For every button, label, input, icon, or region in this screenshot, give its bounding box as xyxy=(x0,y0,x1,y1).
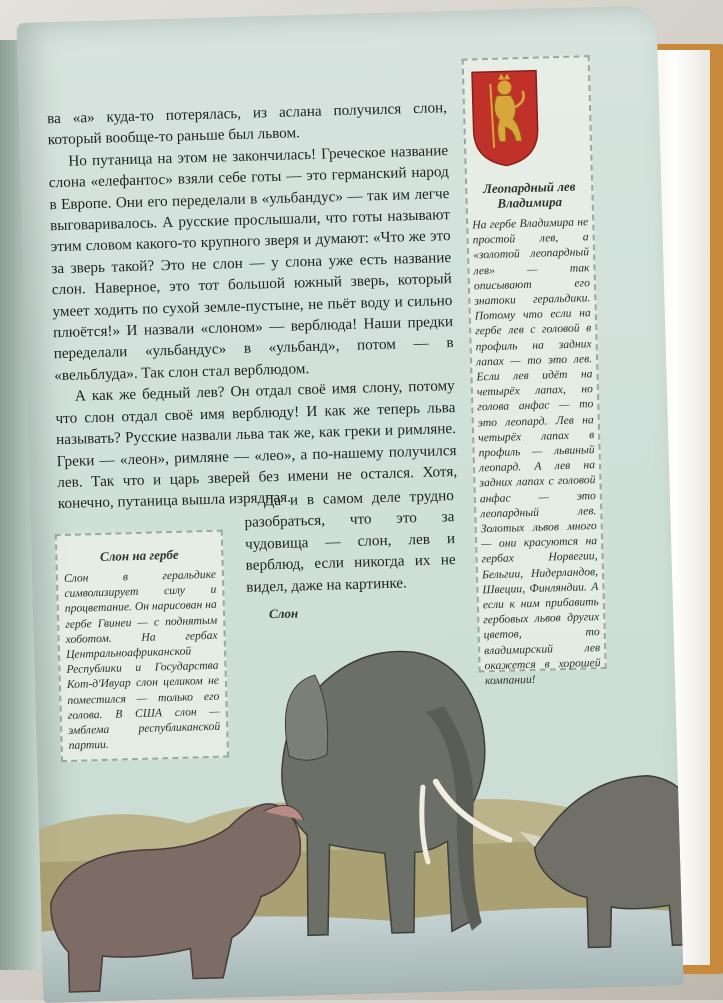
sidebar-right-text: На гербе Владимира не простой лев, а «золотой леопардный лев» — так описывают его знатоки геральдики. Потому что если на гербе лев с головой в профиль на задних лапах — то это лев. Если лев идёт на четырёх лапах, но голова анфас — то это леопард. Лев на четырёх лапах в профиль — львиный леопард. А лев на задних лапах с головой анфас — это леопардный лев. Золотых львов много — они красуются на гербах Норвегии, Бельгии, Нидерландов, Швеции, Финляндии. А если к ним прибавить гербовых львов других цветов, то владимирский лев окажется в хорошей компании! xyxy=(472,215,601,688)
elephant-caption: Слон xyxy=(268,605,299,622)
paragraph-1: ва «а» куда-то потерялась, из аслана получился слон, который вообще-то раньше был львом. xyxy=(46,99,448,149)
main-text-continued xyxy=(244,485,457,598)
paragraph-3: А как же бедный лев? Он отдал своё имя слону, потому что слон отдал своё имя верблюду! И как же теперь льва называть? Русские назвали льва так же, как греки и римляне. Греки — «леон», римляне — «лео», а по-нашему получился лев. Так что и царь зверей без имени не остался. Хотя, конечно, путаница вышла изрядная. xyxy=(55,377,458,513)
sidebar-left-title: Слон на гербе xyxy=(99,546,179,564)
sidebar-vladimir-lion xyxy=(462,55,607,688)
paragraph-2: Но путаница на этом не закончилась! Греческое название слона «елефантос» взяли себе готы — это германский народ в Европе. Они его переделали в «ульбандус» — так им легче выговаривалось. А русские прослышали, что готы называют этим словом какого-то крупного зверя и думают: «Что же это за зверь такой? Это не слон — у слона уже есть название слон. Наверное, это тот большой южный зверь, который умеет ходить по сухой земле-пустыне, не пьёт воду и сильно плюётся!» И назвали «слоном» — верблюда! Наши предки переделали «ульбандус» в «ульбанд», потом — в «вельблуда». Так слон стал верблюдом. xyxy=(48,141,454,385)
main-text xyxy=(47,97,458,515)
sidebar-right-title: Леопардный лев Владимира xyxy=(482,178,576,211)
book-page xyxy=(16,5,683,1002)
sidebar-left-text: Слон в геральдике символизирует силу и процветание. Он нарисован на гербе Гвинеи — с поднятым хоботом. На гербах Центральноафриканской Республики и Государства Кот-д'Ивуар слон целиком не поместился — только его голова. В США слон — эмблема республиканской партии. xyxy=(63,567,221,753)
paragraph-4: Да и в самом деле трудно разобраться, что это за чудовища — слон, лев и верблюд, если никогда их не видел, даже на картинке. xyxy=(244,487,456,596)
animals-illustration xyxy=(23,594,684,1003)
vladimir-coat-of-arms-icon xyxy=(468,67,543,169)
